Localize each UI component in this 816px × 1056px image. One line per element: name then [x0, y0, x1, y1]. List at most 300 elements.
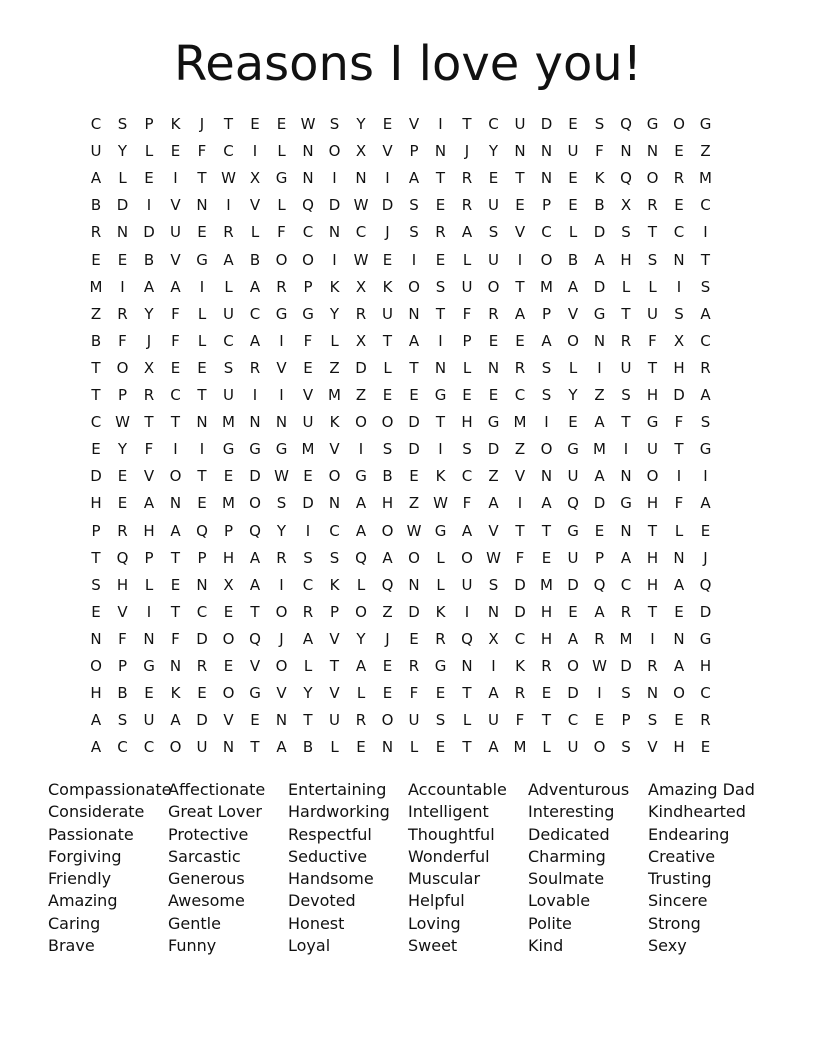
grid-letter: E [594, 521, 605, 540]
grid-letter: E [223, 602, 234, 621]
word-list-item: Compassionate [48, 780, 172, 799]
grid-letter: C [170, 386, 181, 404]
grid-letter: G [275, 304, 288, 323]
grid-letter: G [275, 169, 288, 188]
grid-letter: U [196, 738, 208, 757]
grid-letter: T [197, 386, 207, 404]
grid-letter: E [674, 142, 684, 161]
grid-letter: T [223, 115, 234, 133]
grid-letter: Q [116, 548, 129, 567]
grid-letter: P [144, 548, 154, 567]
grid-letter: I [597, 684, 602, 703]
grid-letter: P [329, 602, 340, 621]
grid-letter: E [223, 657, 234, 675]
grid-letter: T [700, 250, 711, 269]
grid-letter: I [544, 413, 549, 432]
grid-letter: V [329, 440, 340, 459]
grid-letter: O [673, 684, 685, 703]
grid-letter: V [117, 602, 128, 621]
grid-letter: E [223, 467, 234, 486]
grid-letter: U [90, 142, 102, 161]
grid-letter: C [196, 602, 208, 621]
grid-letter: Z [408, 494, 420, 513]
grid-letter: T [435, 304, 446, 323]
grid-letter: U [514, 115, 526, 133]
grid-letter: T [515, 169, 525, 188]
grid-letter: W [353, 196, 369, 215]
grid-letter: E [197, 358, 207, 377]
grid-letter: K [329, 413, 340, 432]
grid-letter: G [487, 413, 500, 432]
grid-letter: C [90, 115, 102, 133]
grid-letter: U [223, 304, 234, 323]
grid-letter: A [673, 657, 685, 675]
grid-letter: O [275, 657, 288, 675]
grid-letter: U [488, 196, 499, 215]
grid-letter: R [620, 602, 632, 621]
grid-letter: S [382, 440, 393, 459]
word-list-item: Hardworking [288, 802, 390, 822]
grid-letter: E [117, 467, 128, 486]
page-title: Reasons I love you! [174, 36, 642, 92]
grid-letter: D [196, 711, 208, 730]
grid-letter: G [646, 413, 659, 432]
grid-letter: A [355, 521, 367, 540]
grid-letter: C [514, 629, 526, 648]
grid-letter: A [355, 657, 367, 675]
grid-letter: E [409, 467, 419, 486]
grid-letter: P [462, 331, 472, 350]
grid-letter: Y [144, 304, 154, 323]
grid-letter: R [223, 223, 234, 242]
grid-letter: R [514, 684, 526, 703]
grid-letter: I [623, 440, 629, 459]
grid-letter: O [355, 413, 367, 432]
grid-letter: P [144, 115, 154, 133]
word-list-item: Affectionate [168, 780, 266, 799]
grid-letter: D [302, 494, 314, 513]
grid-letter: O [90, 657, 102, 675]
grid-letter: G [593, 304, 606, 323]
grid-letter: W [353, 250, 369, 269]
grid-letter: U [170, 223, 181, 242]
grid-letter: E [303, 358, 313, 377]
grid-letter: R [355, 304, 367, 323]
grid-letter: N [328, 223, 341, 242]
grid-letter: X [355, 277, 367, 296]
grid-letter: R [276, 548, 287, 567]
grid-letter: T [621, 304, 631, 323]
grid-letter: X [143, 358, 155, 377]
grid-letter: N [646, 684, 659, 703]
grid-letter: N [408, 304, 420, 323]
word-list-item: Caring [48, 913, 101, 933]
grid-letter: U [488, 711, 499, 730]
grid-letter: I [411, 250, 417, 269]
grid-letter: L [303, 657, 313, 675]
grid-letter: H [461, 413, 473, 432]
grid-letter: D [593, 494, 606, 513]
grid-letter: L [436, 575, 445, 594]
grid-letter: Y [117, 142, 128, 161]
grid-letter: O [593, 738, 606, 757]
grid-letter: L [648, 277, 657, 296]
word-list-item: Generous [168, 869, 245, 889]
grid-letter: S [647, 250, 658, 269]
grid-letter: C [249, 304, 261, 323]
word-list-item: Lovable [528, 891, 591, 911]
grid-letter: O [461, 548, 473, 567]
grid-letter: K [594, 169, 605, 188]
grid-letter: D [567, 684, 579, 703]
word-list-item: Trusting [648, 869, 712, 889]
grid-letter: C [117, 738, 128, 757]
grid-letter: U [143, 711, 155, 730]
grid-letter: P [91, 521, 101, 540]
grid-letter: S [329, 115, 340, 133]
word-list-item: Gentle [168, 913, 221, 933]
grid-letter: N [593, 331, 606, 350]
grid-letter: N [381, 738, 394, 757]
grid-letter: O [381, 413, 394, 432]
grid-letter: H [646, 548, 659, 567]
grid-letter: G [567, 521, 579, 540]
grid-letter: J [146, 331, 152, 350]
grid-letter: Q [249, 629, 261, 648]
grid-letter: D [143, 223, 155, 242]
grid-letter: T [647, 521, 658, 540]
grid-letter: O [222, 684, 235, 703]
grid-letter: W [592, 657, 607, 675]
grid-letter: Q [302, 196, 314, 215]
grid-letter: N [673, 250, 685, 269]
grid-letter: L [144, 575, 154, 594]
grid-letter: E [91, 250, 101, 269]
grid-letter: O [275, 602, 288, 621]
grid-letter: S [700, 413, 711, 432]
grid-letter: E [117, 250, 128, 269]
grid-letter: R [435, 629, 446, 648]
grid-letter: L [330, 331, 339, 350]
grid-letter: W [486, 548, 501, 567]
grid-letter: G [249, 684, 261, 703]
grid-letter: J [385, 223, 390, 242]
grid-letter: G [249, 440, 261, 459]
grid-letter: N [646, 142, 659, 161]
grid-letter: Y [303, 684, 313, 703]
grid-letter: N [196, 413, 208, 432]
grid-letter: G [275, 440, 288, 459]
grid-letter: L [674, 521, 684, 540]
grid-letter: T [541, 711, 552, 730]
grid-letter: Z [488, 467, 499, 486]
word-list-item: Respectful [288, 824, 372, 844]
grid-letter: Q [355, 548, 367, 567]
word-list-item: Handsome [288, 869, 374, 889]
grid-letter: E [144, 684, 154, 703]
grid-letter: E [435, 738, 446, 757]
grid-letter: I [332, 169, 337, 188]
grid-letter: V [276, 684, 287, 703]
grid-letter: F [118, 331, 127, 350]
grid-letter: I [305, 521, 311, 540]
grid-letter: O [381, 711, 394, 730]
grid-letter: M [301, 440, 315, 459]
grid-letter: E [674, 711, 684, 730]
grid-letter: P [621, 711, 631, 730]
grid-letter: L [277, 196, 286, 215]
grid-letter: I [597, 358, 602, 377]
grid-letter: S [117, 115, 128, 133]
grid-letter: E [515, 331, 525, 350]
grid-letter: E [488, 331, 499, 350]
word-list-column [168, 779, 288, 957]
grid-letter: X [620, 196, 632, 215]
grid-letter: S [621, 684, 631, 703]
grid-letter: D [514, 602, 526, 621]
grid-letter: C [700, 331, 711, 350]
grid-letter: H [381, 494, 394, 513]
grid-letter: C [514, 386, 526, 404]
word-list-item: Thoughtful [408, 824, 495, 844]
grid-letter: R [117, 521, 128, 540]
grid-letter: M [513, 738, 527, 757]
grid-letter: L [197, 304, 207, 323]
grid-letter: T [462, 115, 472, 133]
grid-letter: L [436, 548, 445, 567]
word-list-item: Creative [648, 846, 716, 866]
grid-letter: N [540, 142, 553, 161]
grid-letter: C [223, 142, 234, 161]
grid-letter: T [647, 223, 658, 242]
grid-letter: G [646, 115, 659, 133]
grid-letter: W [433, 494, 448, 513]
grid-letter: U [302, 413, 314, 432]
grid-letter: U [329, 711, 340, 730]
grid-letter: Q [620, 169, 632, 188]
grid-letter: L [330, 738, 339, 757]
grid-letter: S [303, 548, 313, 567]
grid-letter: E [488, 386, 499, 404]
grid-letter: R [461, 196, 473, 215]
grid-letter: P [594, 548, 605, 567]
grid-letter: O [673, 115, 685, 133]
grid-letter: I [703, 223, 708, 242]
grid-letter: G [434, 657, 447, 675]
grid-letter: U [567, 142, 579, 161]
grid-letter: V [302, 386, 314, 404]
grid-letter: D [249, 467, 261, 486]
word-list-column [648, 779, 768, 957]
grid-letter: I [517, 250, 523, 269]
grid-letter: C [302, 223, 314, 242]
grid-letter: N [143, 629, 155, 648]
grid-letter: T [647, 602, 658, 621]
word-list-column [408, 779, 528, 957]
word-list-item: Considerate [48, 802, 145, 822]
grid-letter: A [700, 494, 711, 513]
grid-letter: M [89, 277, 103, 296]
grid-letter: I [676, 277, 682, 296]
grid-letter: R [435, 223, 446, 242]
grid-letter: T [170, 413, 181, 432]
grid-letter: T [170, 548, 181, 567]
grid-letter: I [438, 115, 443, 133]
grid-letter: Q [593, 575, 606, 594]
word-list-item: Kindhearted [648, 802, 746, 822]
grid-letter: A [700, 304, 711, 323]
grid-letter: N [434, 142, 447, 161]
grid-letter: Q [249, 521, 261, 540]
grid-letter: F [595, 142, 604, 161]
grid-letter: F [515, 548, 525, 567]
grid-letter: X [355, 142, 367, 161]
grid-letter: E [382, 250, 393, 269]
grid-letter: S [329, 548, 340, 567]
grid-letter: E [197, 684, 207, 703]
grid-letter: N [249, 413, 261, 432]
grid-letter: F [118, 629, 127, 648]
grid-letter: R [514, 358, 526, 377]
grid-letter: X [673, 331, 685, 350]
grid-letter: T [144, 413, 154, 432]
grid-letter: X [355, 331, 367, 350]
grid-letter: S [647, 711, 658, 730]
word-list-item: Muscular [408, 869, 481, 889]
grid-letter: Z [700, 142, 711, 161]
grid-letter: N [487, 358, 500, 377]
grid-letter: N [673, 629, 685, 648]
grid-letter: N [275, 711, 288, 730]
grid-letter: V [276, 358, 287, 377]
grid-letter: B [567, 250, 579, 269]
word-list-item: Sarcastic [168, 846, 241, 866]
grid-letter: C [673, 223, 685, 242]
grid-letter: G [699, 115, 712, 133]
grid-letter: H [540, 602, 553, 621]
grid-letter: D [593, 277, 606, 296]
grid-letter: E [568, 115, 578, 133]
grid-letter: R [249, 358, 261, 377]
grid-letter: R [196, 657, 208, 675]
word-list-item: Adventurous [528, 780, 630, 799]
grid-letter: D [116, 196, 129, 215]
grid-letter: B [90, 196, 102, 215]
grid-letter: M [540, 575, 553, 594]
grid-letter: T [329, 657, 340, 675]
grid-letter: O [646, 467, 659, 486]
grid-letter: S [223, 358, 234, 377]
grid-letter: O [540, 440, 553, 459]
grid-letter: D [673, 386, 685, 404]
grid-letter: T [170, 602, 181, 621]
grid-letter: F [144, 440, 154, 459]
grid-letter: A [541, 494, 552, 513]
grid-letter: A [620, 548, 632, 567]
grid-letter: I [517, 494, 523, 513]
grid-letter: C [488, 115, 499, 133]
word-list-item: Passionate [48, 824, 134, 844]
grid-letter: T [462, 738, 472, 757]
grid-letter: N [487, 602, 500, 621]
word-list-item: Entertaining [288, 780, 387, 799]
grid-letter: C [329, 521, 340, 540]
grid-letter: P [303, 277, 313, 296]
grid-letter: R [541, 657, 552, 675]
grid-letter: R [488, 304, 499, 323]
grid-letter: I [385, 169, 390, 188]
grid-letter: W [274, 467, 289, 486]
grid-letter: A [594, 250, 605, 269]
grid-letter: F [171, 629, 180, 648]
grid-letter: Y [356, 115, 366, 133]
grid-letter: F [674, 413, 684, 432]
grid-letter: A [408, 169, 420, 188]
grid-letter: S [621, 386, 631, 404]
grid-letter: E [700, 521, 711, 540]
grid-letter: T [462, 684, 472, 703]
grid-letter: E [382, 684, 393, 703]
grid-letter: T [541, 521, 552, 540]
grid-letter: H [699, 657, 712, 675]
grid-letter: G [699, 629, 712, 648]
grid-letter: Z [382, 602, 393, 621]
grid-letter: N [540, 169, 553, 188]
grid-letter: P [223, 521, 234, 540]
grid-letter: Z [594, 386, 605, 404]
grid-letter: M [222, 494, 235, 513]
grid-letter: I [332, 250, 337, 269]
grid-letter: D [355, 358, 367, 377]
grid-letter: P [409, 142, 419, 161]
grid-letter: E [568, 602, 578, 621]
grid-letter: P [541, 196, 552, 215]
grid-letter: A [170, 521, 181, 540]
grid-letter: A [514, 304, 526, 323]
grid-letter: M [222, 413, 235, 432]
grid-letter: V [143, 467, 155, 486]
grid-letter: S [117, 711, 128, 730]
grid-letter: W [115, 413, 130, 432]
word-list-item: Amazing Dad [648, 780, 755, 799]
grid-letter: I [146, 602, 152, 621]
grid-letter: I [358, 440, 364, 459]
grid-letter: G [196, 250, 208, 269]
grid-letter: C [302, 575, 314, 594]
grid-letter: G [143, 657, 155, 675]
grid-letter: O [169, 738, 182, 757]
grid-letter: D [408, 413, 420, 432]
grid-letter: N [196, 575, 208, 594]
grid-letter: N [328, 494, 341, 513]
grid-letter: L [118, 169, 127, 188]
grid-letter: U [408, 711, 420, 730]
grid-letter: Y [117, 440, 128, 459]
grid-letter: Y [488, 142, 499, 161]
grid-letter: I [491, 657, 496, 675]
grid-letter: B [143, 250, 155, 269]
grid-letter: T [91, 358, 101, 377]
grid-letter: R [276, 277, 287, 296]
grid-letter: S [674, 304, 684, 323]
grid-letter: N [196, 196, 208, 215]
grid-letter: Y [568, 386, 578, 404]
grid-letter: H [646, 575, 659, 594]
grid-letter: U [382, 304, 393, 323]
grid-letter: H [673, 358, 685, 377]
grid-letter: H [646, 386, 659, 404]
grid-letter: S [700, 277, 711, 296]
